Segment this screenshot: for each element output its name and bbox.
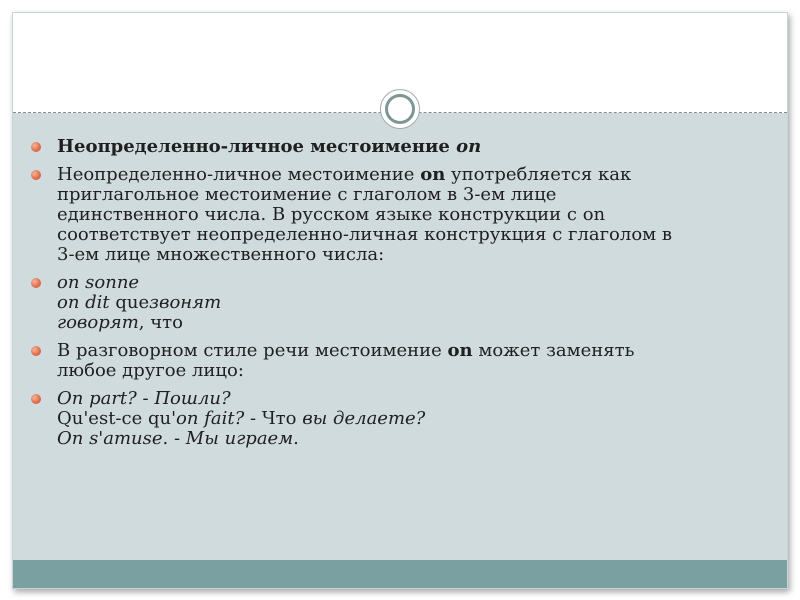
text-run: on dit — [57, 292, 116, 313]
text-line — [57, 313, 767, 333]
bullet-item — [27, 273, 767, 333]
text-run: on — [420, 164, 446, 185]
circle-ornament-ring — [385, 94, 415, 124]
text-line — [57, 429, 767, 449]
text-line — [57, 205, 767, 225]
text-run: В разговорном стиле речи местоимение — [57, 340, 448, 361]
bullet-item — [27, 389, 767, 449]
slide — [12, 12, 788, 589]
circle-ornament-icon — [380, 89, 420, 129]
text-run: Что — [261, 408, 303, 429]
text-line — [57, 341, 767, 361]
text-run: que — [115, 292, 150, 313]
text-run: On s'amuse — [57, 428, 163, 449]
bullet-item — [27, 137, 767, 157]
bottom-accent-bar — [13, 560, 787, 588]
text-run: вы делаете? — [302, 408, 426, 429]
text-line — [57, 137, 767, 157]
text-run: Неопределенно-личное местоимение — [57, 136, 457, 157]
text-run: on fait? - — [176, 408, 262, 429]
text-run: on sonne — [57, 272, 140, 293]
text-run: единственного числа. В русском языке конструкции с on — [57, 204, 606, 225]
text-line — [57, 293, 767, 313]
text-line — [57, 245, 767, 265]
text-run: Пошли? — [154, 388, 231, 409]
text-run: on — [447, 340, 473, 361]
text-line — [57, 273, 767, 293]
bullet-list — [27, 137, 767, 457]
text-run: употребляется как — [445, 164, 632, 185]
text-line — [57, 389, 767, 409]
text-run: . - — [162, 428, 186, 449]
text-run: On part? - — [57, 388, 155, 409]
bullet-dot-icon — [31, 142, 41, 152]
bullet-dot-icon — [31, 394, 41, 404]
text-line — [57, 409, 767, 429]
text-run: звонят — [149, 292, 222, 313]
text-run: , что — [138, 312, 183, 333]
text-run: приглагольное местоимение с глаголом в 3-ем лице — [57, 184, 557, 205]
text-run: Мы играем — [185, 428, 294, 449]
text-run: 3-ем лице множественного числа: — [57, 244, 385, 265]
text-line — [57, 225, 767, 245]
text-line — [57, 165, 767, 185]
text-run: может заменять — [472, 340, 635, 361]
text-line — [57, 185, 767, 205]
bullet-item — [27, 165, 767, 265]
text-line — [57, 361, 767, 381]
text-run: говорят — [57, 312, 139, 333]
text-run: любое другое лицо: — [57, 360, 244, 381]
bullet-item — [27, 341, 767, 381]
bullet-dot-icon — [31, 278, 41, 288]
text-run: Qu'est-ce qu' — [57, 408, 177, 429]
text-run: Неопределенно-личное местоимение — [57, 164, 421, 185]
text-run: on — [456, 136, 482, 157]
bullet-dot-icon — [31, 170, 41, 180]
text-run: . — [293, 428, 299, 449]
text-run: соответствует неопределенно-личная конструкция с глаголом в — [57, 224, 673, 245]
bullet-dot-icon — [31, 346, 41, 356]
